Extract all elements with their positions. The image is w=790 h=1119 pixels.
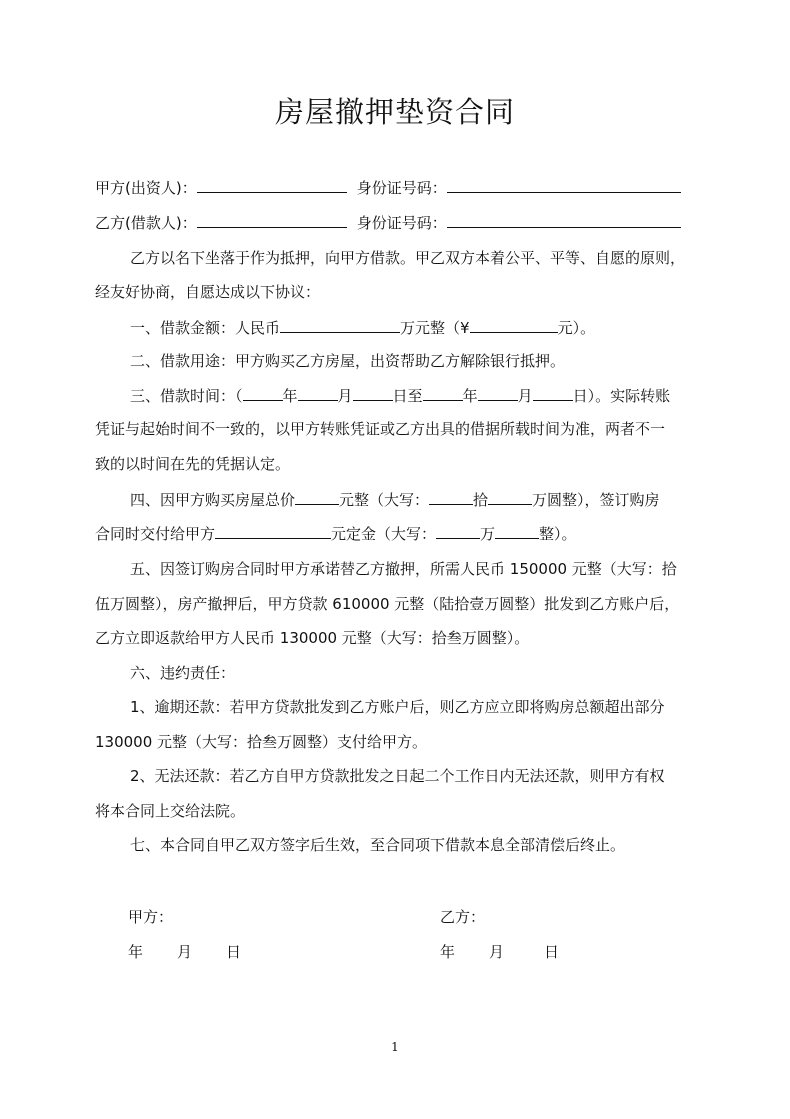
year-label: 年 (282, 387, 298, 405)
clause-4-text-a: 四、因甲方购买房屋总价 (130, 491, 296, 509)
deposit-wan-blank[interactable] (436, 523, 480, 539)
date-year-label: 年 (440, 943, 456, 961)
date-day-label: 日 (226, 943, 242, 961)
clause-6-1-line-1: 1、逾期还款：若甲方贷款批发到乙方账户后，则乙方应立即将购房总额超出部分 (130, 698, 665, 716)
end-year-blank[interactable] (423, 385, 463, 401)
party-b-id-blank[interactable] (447, 212, 681, 228)
clause-5-line-3: 乙方立即返款给甲方人民币 130000 元整（大写：拾叁万圆整）。 (95, 629, 530, 647)
clause-1-text-c: 元）。 (557, 319, 596, 337)
clause-7: 七、本合同自甲乙双方签字后生效，至合同项下借款本息全部清偿后终止。 (130, 836, 626, 854)
signature-party-b (440, 906, 485, 927)
loan-amount-figure-blank[interactable] (470, 317, 558, 333)
party-b-id-label: 身份证号码： (356, 214, 447, 232)
start-day-blank[interactable] (353, 385, 393, 401)
date-year-label: 年 (128, 943, 144, 961)
signature-date-party-a (128, 941, 241, 962)
page-number: 1 (391, 1040, 399, 1054)
date-month-label: 月 (489, 943, 505, 961)
clause-3-line-3: 致的以时间在先的凭据认定。 (95, 455, 291, 473)
clause-4-line-2 (95, 523, 705, 544)
deposit-units-blank[interactable] (495, 523, 539, 539)
clause-5-line-2: 伍万圆整），房产撤押后，甲方贷款 610000 元整（陆拾壹万圆整）批发到乙方账户后， (95, 595, 680, 613)
clause-6-2-line-1: 2、无法还款：若乙方自甲方贷款批发之日起二个工作日内无法还款，则甲方有权 (130, 767, 665, 785)
clause-4-text-h: 整）。 (539, 525, 577, 543)
price-units-blank[interactable] (488, 489, 532, 505)
date-month-label: 月 (177, 943, 193, 961)
year-label: 年 (462, 387, 478, 405)
party-a-id-blank[interactable] (447, 177, 681, 193)
clause-4 (130, 489, 740, 510)
signature-party-a (128, 906, 173, 927)
start-month-blank[interactable] (298, 385, 338, 401)
clause-6-2-line-2: 将本合同上交给法院。 (95, 802, 246, 820)
clause-4-text-e: 合同时交付给甲方 (95, 525, 216, 543)
loan-amount-blank[interactable] (280, 317, 400, 333)
clause-6-1-line-2: 130000 元整（大写：拾叁万圆整）支付给甲方。 (95, 733, 428, 751)
start-year-blank[interactable] (243, 385, 283, 401)
party-b-name-blank[interactable] (197, 212, 347, 228)
clause-4-text-g: 万 (480, 525, 496, 543)
clause-1-text-a: 一、借款金额：人民币 (130, 319, 281, 337)
intro-line-2: 经友好协商，自愿达成以下协议： (95, 283, 321, 301)
clause-6-heading: 六、违约责任： (130, 664, 236, 682)
clause-3-line-2: 凭证与起始时间不一致的，以甲方转账凭证或乙方出具的借据所载时间为准，两者不一 (95, 420, 666, 438)
month-label: 月 (517, 387, 533, 405)
date-day-label: 日 (544, 943, 560, 961)
clause-1-text-b: 万元整（¥ (400, 319, 470, 337)
month-label: 月 (337, 387, 353, 405)
party-a-name-blank[interactable] (197, 177, 347, 193)
signature-party-a-label: 甲方： (128, 908, 174, 926)
price-tens-blank[interactable] (429, 489, 473, 505)
party-a-label: 甲方(出资人)： (95, 179, 197, 197)
signature-date-party-b (440, 941, 559, 962)
end-day-blank[interactable] (533, 385, 573, 401)
clause-3 (130, 385, 740, 406)
clause-1 (130, 317, 740, 338)
party-b-row (95, 212, 705, 233)
clause-5-line-1: 五、因签订购房合同时甲方承诺替乙方撤押，所需人民币 150000 元整（大写：拾 (130, 560, 677, 578)
intro-line-1: 乙方以名下坐落于作为抵押，向甲方借款。甲乙双方本着公平、平等、自愿的原则， (130, 249, 686, 267)
clause-4-text-f: 元定金（大写： (331, 525, 437, 543)
clause-4-text-b: 元整（大写： (339, 491, 430, 509)
clause-2: 二、借款用途：甲方购买乙方房屋，出资帮助乙方解除银行抵押。 (130, 352, 566, 370)
clause-3-text-a: 三、借款时间：（ (130, 387, 243, 405)
clause-4-text-d: 万圆整），签订购房 (532, 491, 660, 509)
party-b-label: 乙方(借款人)： (95, 214, 197, 232)
signature-party-b-label: 乙方： (440, 908, 486, 926)
end-month-blank[interactable] (478, 385, 518, 401)
day-end-label: 日）。实际转账 (572, 387, 671, 405)
day-to-label: 日至 (392, 387, 423, 405)
clause-4-text-c: 拾 (473, 491, 489, 509)
total-price-blank[interactable] (295, 489, 339, 505)
party-a-row (95, 177, 705, 198)
document-title: 房屋撤押垫资合同 (274, 95, 515, 129)
deposit-blank[interactable] (215, 523, 331, 539)
party-a-id-label: 身份证号码： (356, 179, 447, 197)
